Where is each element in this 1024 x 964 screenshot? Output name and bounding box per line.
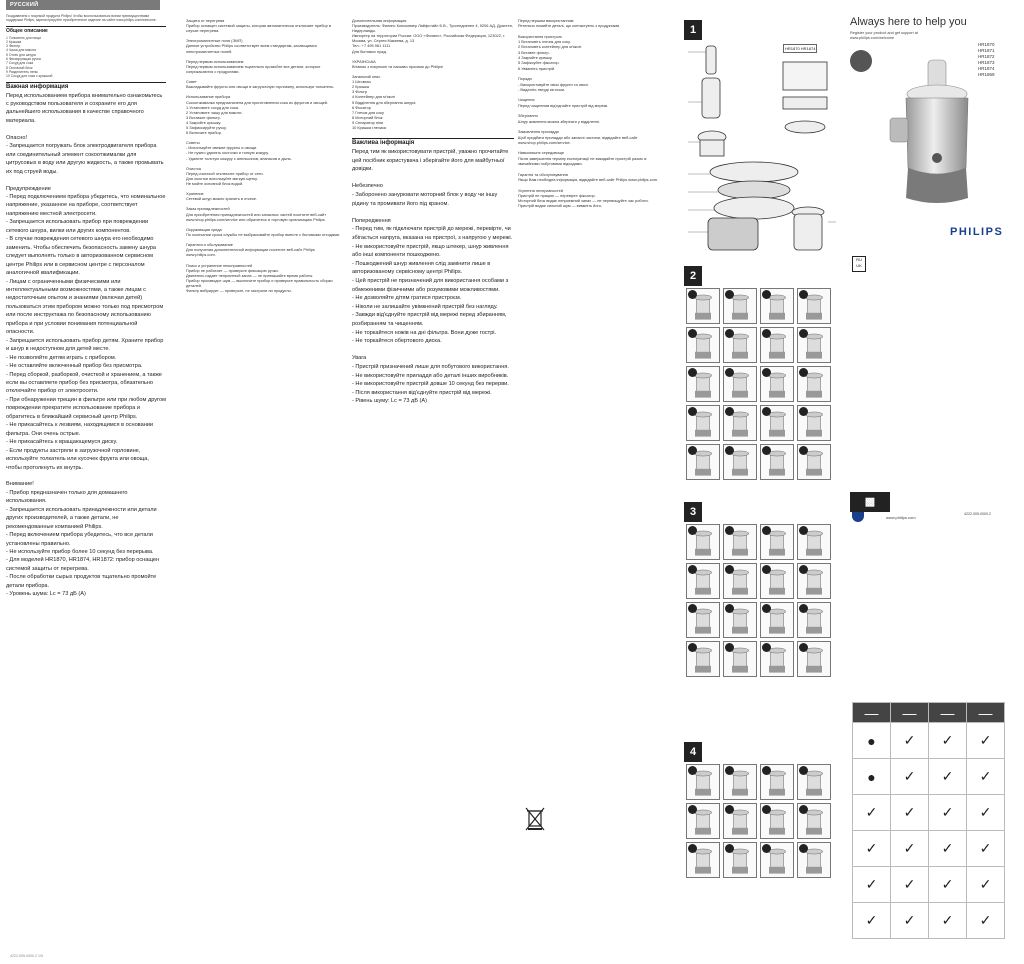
step-number-badge bbox=[762, 368, 771, 377]
step-number-badge bbox=[688, 844, 697, 853]
column-ukrainian bbox=[352, 0, 514, 964]
table-row bbox=[853, 867, 1005, 903]
step-number-badge bbox=[725, 290, 734, 299]
section-header-russian: РУССКИЙ bbox=[6, 0, 160, 10]
step-figure bbox=[797, 842, 831, 878]
step-number-badge bbox=[725, 805, 734, 814]
step-figure bbox=[686, 602, 720, 638]
weee-bin-icon bbox=[524, 806, 546, 832]
cover-lang-badge bbox=[852, 256, 866, 272]
russian-intro: Поздравляем с покупкой продукта Philips! Чтобы воспользоваться всеми преимуществами поддержки Philips, зарегистрируйте приобретенное изделие на сайте www.philips.com/welcome. bbox=[6, 14, 157, 23]
step-figure bbox=[797, 444, 831, 480]
step-figure bbox=[760, 444, 794, 480]
step-number-badge bbox=[688, 805, 697, 814]
table-cell: ✓ bbox=[891, 795, 929, 831]
cover-subline: Register your product and get support at www.philips.com/welcome bbox=[850, 31, 918, 40]
step-figure bbox=[723, 444, 757, 480]
cover-lang-label: RU UK bbox=[856, 257, 862, 268]
table-cell: ✓ bbox=[967, 759, 1005, 795]
step-figure bbox=[686, 327, 720, 363]
table-cell: ✓ bbox=[891, 831, 929, 867]
step-number-badge bbox=[725, 565, 734, 574]
step-number-badge bbox=[762, 604, 771, 613]
table-cell: ✓ bbox=[891, 903, 929, 939]
step-figure bbox=[686, 288, 720, 324]
step-number-badge bbox=[725, 844, 734, 853]
step-number-badge bbox=[725, 407, 734, 416]
step-figure bbox=[797, 288, 831, 324]
step-number-badge bbox=[688, 604, 697, 613]
step-number-badge bbox=[762, 526, 771, 535]
step-number-badge bbox=[688, 565, 697, 574]
footer-code: 4222.005.0000.2 bbox=[964, 512, 991, 516]
register-badge bbox=[850, 50, 872, 72]
step-number-badge bbox=[688, 407, 697, 416]
step-figure bbox=[686, 524, 720, 560]
column-russian bbox=[6, 0, 166, 964]
brand-logo: PHILIPS bbox=[950, 226, 1004, 238]
table-cell: ✓ bbox=[929, 831, 967, 867]
step-number-badge bbox=[725, 368, 734, 377]
step-number-badge bbox=[688, 766, 697, 775]
cover-model-list bbox=[978, 42, 995, 78]
cover-headline: Always here to help you bbox=[850, 16, 967, 28]
step-figure bbox=[723, 764, 757, 800]
step-number-badge bbox=[725, 329, 734, 338]
model-number: HR1872 bbox=[978, 54, 995, 59]
table-cell: — bbox=[929, 703, 967, 723]
cleaning-table bbox=[852, 702, 1005, 939]
step-number-badge bbox=[762, 844, 771, 853]
step-figure bbox=[723, 288, 757, 324]
step-number-badge bbox=[799, 407, 808, 416]
general-list-item: 2 Крышка bbox=[6, 39, 22, 44]
table-cell: ✓ bbox=[853, 831, 891, 867]
table-cell: ✓ bbox=[967, 795, 1005, 831]
step-figure bbox=[723, 405, 757, 441]
table-cell: ✓ bbox=[853, 795, 891, 831]
step-number-badge bbox=[725, 604, 734, 613]
step-number-badge bbox=[799, 565, 808, 574]
model-label-box: HR1870 HR1874 bbox=[785, 46, 816, 51]
column-figures bbox=[676, 0, 836, 964]
step-figure bbox=[760, 842, 794, 878]
table-cell: ✓ bbox=[891, 723, 929, 759]
model-number: HR1874 bbox=[978, 66, 995, 71]
general-list-item: 5 Отсек для шнура bbox=[6, 52, 36, 57]
step-number-badge bbox=[799, 446, 808, 455]
ukrainian-important-title: Важлива інформація bbox=[352, 138, 514, 146]
column-cover bbox=[846, 0, 1024, 964]
step-number-badge bbox=[799, 368, 808, 377]
model-number: HR1869 bbox=[978, 72, 995, 77]
table-cell: ✓ bbox=[853, 867, 891, 903]
section-number-3: 3 bbox=[684, 502, 702, 522]
table-cell: ✓ bbox=[967, 831, 1005, 867]
step-figure bbox=[723, 842, 757, 878]
step-number-badge bbox=[688, 329, 697, 338]
table-cell: ✓ bbox=[891, 759, 929, 795]
step-number-badge bbox=[725, 446, 734, 455]
step-figure bbox=[797, 327, 831, 363]
step-figure bbox=[723, 524, 757, 560]
step-figure bbox=[760, 641, 794, 677]
section-number-1: 1 bbox=[684, 20, 702, 40]
general-list-item: 9 Разделитель пены bbox=[6, 69, 38, 74]
russian-general-list bbox=[6, 36, 166, 79]
table-cell: ✓ bbox=[853, 903, 891, 939]
step-number-badge bbox=[688, 446, 697, 455]
step-figure bbox=[797, 563, 831, 599]
step-number-badge bbox=[799, 604, 808, 613]
step-figure bbox=[723, 641, 757, 677]
step-number-badge bbox=[762, 805, 771, 814]
step-figure bbox=[723, 327, 757, 363]
step-figure bbox=[760, 563, 794, 599]
general-list-item: 8 Основной блок bbox=[6, 65, 33, 70]
step-number-badge bbox=[725, 643, 734, 652]
product-photo bbox=[888, 58, 980, 208]
section-number-table-icon: ▩ bbox=[850, 492, 890, 512]
step-figure bbox=[686, 764, 720, 800]
step-figure bbox=[723, 563, 757, 599]
step-number-badge bbox=[799, 329, 808, 338]
russian-important-title: Важная информация bbox=[6, 82, 166, 90]
step-figure bbox=[686, 641, 720, 677]
step-figure bbox=[760, 803, 794, 839]
step-figure bbox=[686, 842, 720, 878]
table-cell: ✓ bbox=[967, 723, 1005, 759]
table-cell: — bbox=[891, 703, 929, 723]
step-number-badge bbox=[688, 290, 697, 299]
step-figure bbox=[797, 803, 831, 839]
step-figure bbox=[686, 803, 720, 839]
table-cell: ✓ bbox=[929, 723, 967, 759]
step-figure bbox=[797, 405, 831, 441]
ukrainian-cont-text: Перед першим використанням Ретельно помийте деталі, що контактують з продуктами. Використання пристрою 1 Встановіть глечик для соку. 2 Встановіть контейнер для м'якоті. 3 Вставте фільтр. 4 Закрийте кришку. 5 Зафіксуйте фіксатор. 6 Увімкніть пристрій. Поради - Використовуйте свіжі фрукти та овочі. - Видаліть тверді кісточки. Чищення Перед чищенням від'єднайте пристрій від мережі. Зберігання Шнур живлення можна зберігати у відділенні. Замовлення приладдя Щоб придбати приладдя або запасні частини, відвідайте веб-сайт www.shop.philips.com/service. Навколишнє середовище Після завершення терміну експлуатації не викидайте пристрій разом зі звичайними побутовими відходами. Гарантія та обслуговування Якщо Вам необхідна інформація, відвідайте веб-сайт Philips www.philips.com. Усунення несправностей Пристрій не працює — перевірте фіксатор. Моторний блок видає неприємний запах — не перевищуйте час роботи. Пристрій видає сильний шум — вимкніть його. bbox=[518, 18, 659, 209]
step-figure bbox=[760, 288, 794, 324]
russian-general-title: Общее описание bbox=[6, 26, 166, 34]
russian-cont-text: Защита от перегрева Прибор оснащен системой защиты, которая автоматически отключает прибор в случае перегрева. Электромагнитные поля (ЭМП) Данное устройство Philips соответствует всем стандартам, касающимся электромагнитных полей. Перед первым использованием Перед первым использованием тщательно промойте все детали, которые соприкасаются с продуктами. Совет Выкладывайте фрукты или овощи в загрузочную горловину, используя толкатель. Использование прибора Сокоотжималка предназначена для приготовления сока из фруктов и овощей. 1 Установите сосуд для сока. 2 Установите чашу для мякоти. 3 Вставьте фильтр. 4 Закройте крышку. 5 Зафиксируйте ручку. 6 Включите прибор. Советы - Используйте свежие фрукты и овощи. - Не нужно удалять косточки и тонкую кожуру. - Удалите толстую кожуру с апельсинов, ананасов и дынь. Очистка Перед очисткой отключите прибор от сети. Для очистки используйте мягкую щетку. Не мойте основной блок водой. Хранение Сетевой шнур можно хранить в отсеке. Заказ принадлежностей Для приобретения принадлежностей или запасных частей посетите веб-сайт www.shop.philips.com/service или обратитесь в торговую организацию Philips. Окружающая среда По окончании срока службы не выбрасывайте прибор вместе с бытовыми отходами. Гарантия и обслуживание Для получения дополнительной информации посетите веб-сайт Philips www.philips.com. Поиск и устранение неисправностей Прибор не работает — проверьте фиксацию ручки. Двигатель издает неприятный запах — не превышайте время работы. Прибор производит шум — выключите прибор и проверьте правильность сборки деталей. Фильтр вибрирует — проверьте, не застряли ли продукты. bbox=[186, 18, 341, 293]
table-cell: ✓ bbox=[929, 759, 967, 795]
general-list-item: 10 Сосуд для сока с крышкой bbox=[6, 74, 53, 79]
step-figure bbox=[760, 602, 794, 638]
step-figure bbox=[760, 764, 794, 800]
step-figure bbox=[797, 602, 831, 638]
section-number-2: 2 bbox=[684, 266, 702, 286]
step-number-badge bbox=[799, 844, 808, 853]
step-number-badge bbox=[762, 446, 771, 455]
step-figure bbox=[760, 366, 794, 402]
step-number-badge bbox=[799, 766, 808, 775]
step-number-badge bbox=[688, 368, 697, 377]
table-cell: ✓ bbox=[929, 867, 967, 903]
step-number-badge bbox=[799, 805, 808, 814]
step-figure bbox=[686, 405, 720, 441]
table-row bbox=[853, 759, 1005, 795]
table-row bbox=[853, 795, 1005, 831]
general-list-item: 4 Чаша для мякоти bbox=[6, 48, 37, 53]
ukrainian-header-text: Дополнительная информация Производитель: Филипс Консьюмер Лайфстайл Б.В., Туссендиепен 4, 9206 АД, Драхтен, Нидерланды. Импортер на территории России: ООО «Филипс», Российская Федерация, 123022, г. Москва, ул. Сергея Макеева, д. 13 Тел.: +7 495 961 1111 Для бытовых нужд. УКРАЇНСЬКА Вітаємо з покупкою та ласкаво просимо до Philips! Загальний опис 1 Штовхач 2 Кришка 3 Фільтр 4 Контейнер для м'якоті 5 Відділення для зберігання шнура 6 Фіксатор 7 Глечик для соку 8 Моторний блок 9 Сепаратор піни 10 Кришка глечика bbox=[352, 18, 513, 130]
general-list-item: 6 Фиксирующая ручка bbox=[6, 57, 41, 62]
step-figure bbox=[723, 803, 757, 839]
step-figure bbox=[797, 764, 831, 800]
step-number-badge bbox=[762, 766, 771, 775]
section-number-4: 4 bbox=[684, 742, 702, 762]
table-cell: ✓ bbox=[967, 903, 1005, 939]
step-number-badge bbox=[762, 643, 771, 652]
russian-important-text: Перед использованием прибора внимательно ознакомьтесь с руководством пользователя и сохраните его для дальнейшего использования в качестве справочного материала. Опасно! - Запрещается погружать блок электродвигателя прибора или соединительный элемент сокоотжималки для цитрусовых в воду или другую жидкость, а также промывать их под струей воды. Предупреждение - Перед подключением прибора убедитесь, что номинальное напряжение, указанное на приборе, соответствует напряжению местной электросети. - Запрещается использовать прибор при повреждении сетевого шнура, вилки или других компонентов. - В случае повреждения сетевого шнура его необходимо заменить. Чтобы обеспечить безопасность замену шнура следует выполнять только в авторизованном сервисном центре Philips или в сервисном центре с персоналом аналогичной квалификации. - Лицам с ограниченными физическими или интеллектуальными возможностями, а также лицам с недостаточным опытом и знаниями (включая детей) пользоваться этим прибором можно только под присмотром или после инструктажа по безопасному использованию прибора и при условии понимания потенциальной опасности. - Запрещается использовать прибор детям. Храните прибор и шнур в недоступном для детей месте. - Не позволяйте детям играть с прибором. - Не оставляйте включенный прибор без присмотра. - Перед сборкой, разборкой, очисткой и хранением, а также если вы оставляете прибор без присмотра, обязательно отключайте прибор от электросети. - При обнаружении трещин в фильтре или при любом другом повреждении прекратите использование прибора и обратитесь в ближайший сервисный центр Philips. - Не прикасайтесь к лезвиям, находящимся в основании фильтра. Они очень острые. - Не прикасайтесь к вращающемуся диску. - Если продукты застряли в загрузочной горловине, используйте толкатель или кусочек фрукта или овоща, чтобы протолкнуть их внутрь. Внимание! - Прибор предназначен только для домашнего использования. - Запрещается использовать принадлежности или детали других производителей, а также детали, не рекомендованные компанией Philips. - Перед включением прибора убедитесь, что все детали установлены правильно. - Не используйте прибор более 10 секунд без перерыва. - Для моделей HR1870, HR1874, HR1872: прибор оснащен системой защиты от перегрева. - После обработки сырых продуктов тщательно промойте детали прибора. - Уровень шума: Lc = 73 дБ (A) bbox=[6, 92, 166, 598]
table-cell: ✓ bbox=[929, 903, 967, 939]
step-figure bbox=[797, 366, 831, 402]
step-number-badge bbox=[762, 290, 771, 299]
table-cell: — bbox=[967, 703, 1005, 723]
step-figure bbox=[686, 444, 720, 480]
step-figure bbox=[686, 366, 720, 402]
table-cell: ● bbox=[853, 759, 891, 795]
table-cell: — bbox=[853, 703, 891, 723]
step-figure bbox=[797, 524, 831, 560]
step-number-badge bbox=[762, 329, 771, 338]
footer-url: www.philips.com bbox=[886, 515, 916, 520]
step-number-badge bbox=[799, 643, 808, 652]
step-number-badge bbox=[688, 526, 697, 535]
table-row bbox=[853, 703, 1005, 723]
table-cell: ● bbox=[853, 723, 891, 759]
footer-ruler: 4222.005.0000.2 1/5 bbox=[10, 954, 43, 958]
step-figure bbox=[760, 524, 794, 560]
step-figure bbox=[723, 602, 757, 638]
table-cell: ✓ bbox=[891, 867, 929, 903]
step-number-badge bbox=[799, 526, 808, 535]
general-list-item: 3 Фильтр bbox=[6, 44, 21, 49]
table-row bbox=[853, 903, 1005, 939]
model-number: HR1873 bbox=[978, 60, 995, 65]
step-figure bbox=[686, 563, 720, 599]
table-cell: ✓ bbox=[929, 795, 967, 831]
ukrainian-important-text: Перед тим як використовувати пристрій, уважно прочитайте цей посібник користувача і зберігайте його для майбутньої довідки. Небезпечно - Заборонено занурювати моторний блок у воду чи іншу рідину та промивати його під краном. Попередження - Перед тим, як підключати пристрій до мережі, перевірте, чи збігається напруга, вказана на пристрої, з напругою у мережі. - Не використовуйте пристрій, якщо штекер, шнур живлення або інші компоненти пошкоджено. - Пошкоджений шнур живлення слід замінити лише в авторизованому сервісному центрі Philips. - Цей пристрій не призначений для використання особами з обмеженими фізичними або розумовими можливостями. - Не дозволяйте дітям гратися пристроєм. - Ніколи не залишайте увімкнений пристрій без нагляду. - Завжди від'єднуйте пристрій від мережі перед збиранням, розбиранням та чищенням. - Не торкайтеся ножів на дні фільтра. Вони дуже гострі. - Не торкайтеся обертового диска. Увага - Пристрій призначений лише для побутового використання. - Не використовуйте приладдя або деталі інших виробників. - Не використовуйте пристрій довше 10 секунд без перерви. - Після використання від'єднуйте пристрій від мережі. - Рівень шуму: Lc = 73 дБ (A) bbox=[352, 149, 513, 405]
exploded-diagram bbox=[688, 42, 836, 257]
step-number-badge bbox=[725, 526, 734, 535]
table-row bbox=[853, 723, 1005, 759]
step-number-badge bbox=[762, 407, 771, 416]
step-number-badge bbox=[725, 766, 734, 775]
column-russian-cont bbox=[186, 0, 344, 964]
step-figure bbox=[760, 327, 794, 363]
model-number: HR1871 bbox=[978, 48, 995, 53]
step-number-badge bbox=[688, 643, 697, 652]
step-figure bbox=[760, 405, 794, 441]
general-list-item: 7 Сосуд для сока bbox=[6, 61, 34, 66]
table-row bbox=[853, 831, 1005, 867]
step-number-badge bbox=[799, 290, 808, 299]
model-number: HR1870 bbox=[978, 42, 995, 47]
step-number-badge bbox=[762, 565, 771, 574]
table-cell: ✓ bbox=[967, 867, 1005, 903]
step-figure bbox=[723, 366, 757, 402]
step-figure bbox=[797, 641, 831, 677]
general-list-item: 1 Толкатель для пищи bbox=[6, 35, 41, 40]
